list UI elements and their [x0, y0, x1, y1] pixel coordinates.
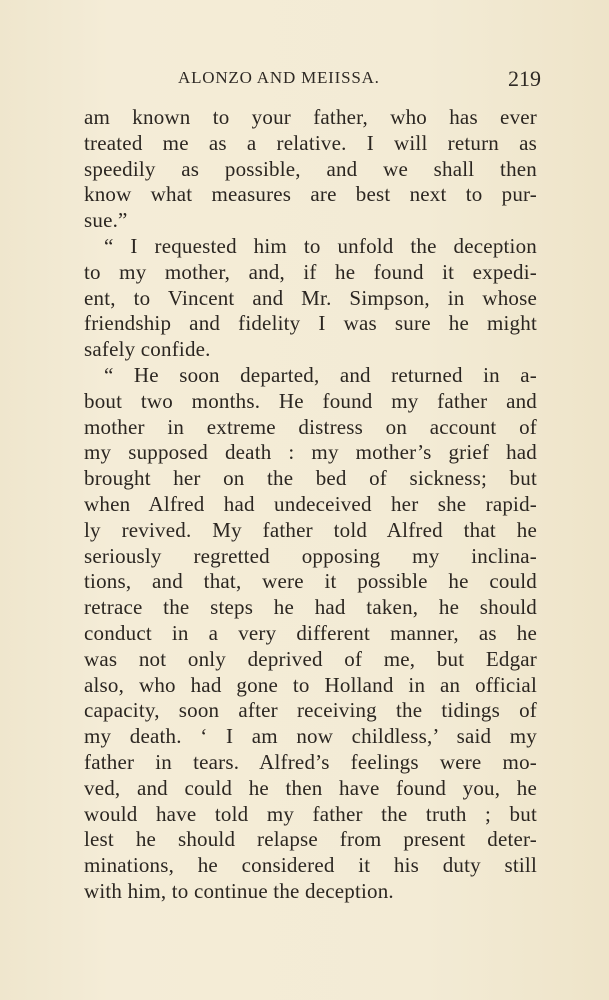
text-line: am known to your father, who has ever	[84, 105, 537, 129]
text-line: retrace the steps he had taken, he should	[84, 595, 537, 620]
text-line: “ He soon departed, and returned in a-	[104, 362, 537, 387]
text-line: know what measures are best next to pur-	[84, 182, 537, 207]
page-header	[0, 68, 609, 94]
text-line: to my mother, and, if he found it expedi-	[84, 259, 537, 284]
text-line: my death. ‘ I am now childless,’ said my	[84, 724, 537, 749]
text-line: ly revived. My father told Alfred that he	[84, 517, 537, 542]
text-line: my supposed death : my mother’s grief had	[84, 440, 537, 465]
text-line: conduct in a very different manner, as he	[84, 620, 537, 645]
text-line: father in tears. Alfred’s feelings were mo-	[84, 749, 537, 774]
text-line: sue.”	[84, 208, 128, 233]
text-line: was not only deprived of me, but Edgar	[84, 646, 537, 671]
text-line: friendship and fidelity I was sure he might	[84, 311, 537, 336]
text-line: capacity, soon after receiving the tidings of	[84, 698, 537, 723]
text-line: tions, and that, were it possible he could	[84, 569, 537, 594]
text-line: minations, he considered it his duty still	[84, 853, 537, 878]
body-text	[84, 105, 537, 905]
text-line: brought her on the bed of sickness; but	[84, 466, 537, 491]
text-line: speedily as possible, and we shall then	[84, 156, 537, 181]
running-head: ALONZO AND MEIISSA.	[178, 68, 380, 87]
text-line: when Alfred had undeceived her she rapid-	[84, 491, 537, 516]
text-line: would have told my father the truth ; but	[84, 801, 537, 826]
text-line: bout two months. He found my father and	[84, 388, 537, 413]
text-line: also, who had gone to Holland in an official	[84, 672, 537, 697]
text-line: safely confide.	[84, 337, 211, 362]
page-number: 219	[508, 66, 541, 91]
text-line: treated me as a relative. I will return as	[84, 130, 537, 155]
text-line: “ I requested him to unfold the deception	[104, 233, 537, 258]
text-line: lest he should relapse from present deter-	[84, 827, 537, 852]
text-line: mother in extreme distress on account of	[84, 414, 537, 439]
text-line: seriously regretted opposing my inclina-	[84, 543, 537, 568]
text-line: with him, to continue the deception.	[84, 878, 394, 903]
text-line: ent, to Vincent and Mr. Simpson, in whose	[84, 285, 537, 310]
text-line: ved, and could he then have found you, he	[84, 775, 537, 800]
